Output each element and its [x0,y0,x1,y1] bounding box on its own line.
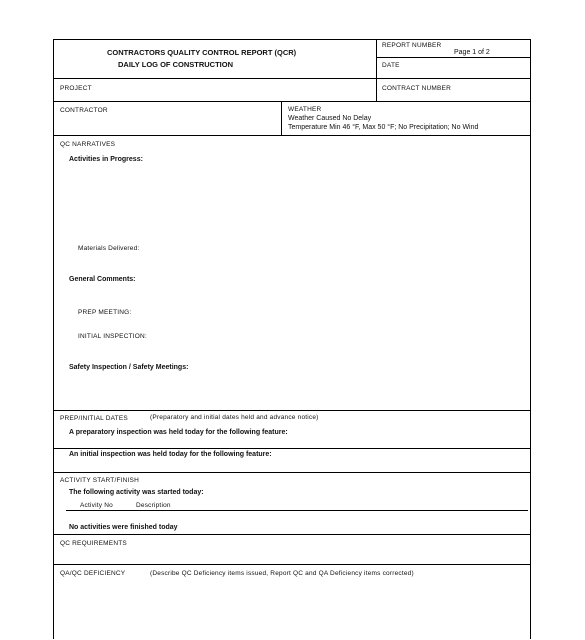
requirements-bottom-line [54,564,530,565]
preparatory-inspection-line: A preparatory inspection was held today for the following feature: [69,429,288,436]
prep-bottom-line [54,472,530,473]
page-indicator: Page 1 of 2 [454,49,490,56]
activity-no-column: Activity No [80,502,113,509]
contract-number-label: CONTRACT NUMBER [382,85,451,92]
header-bottom-line [54,78,530,79]
prep-divider-line [54,448,530,449]
contractor-divider [281,101,282,135]
safety-label: Safety Inspection / Safety Meetings: [69,364,189,371]
qc-narratives-heading: QC NARRATIVES [60,141,116,148]
weather-delay: Weather Caused No Delay [288,115,372,122]
activity-heading: ACTIVITY START/FINISH [60,477,139,484]
activity-finished-line: No activities were finished today [69,524,178,531]
narratives-bottom-line [54,410,530,411]
general-comments-label: General Comments: [69,276,136,283]
contractor-label: CONTRACTOR [60,107,108,114]
activities-in-progress-label: Activities in Progress: [69,156,143,163]
report-subtitle: DAILY LOG OF CONSTRUCTION [118,60,234,69]
activity-bottom-line [54,534,530,535]
deficiency-note: (Describe QC Deficiency items issued, Report QC and QA Deficiency items corrected) [150,570,414,577]
activity-started-line: The following activity was started today: [69,489,204,496]
report-title: CONTRACTORS QUALITY CONTROL REPORT (QCR) [107,48,297,57]
qc-requirements-heading: QC REQUIREMENTS [60,540,127,547]
project-bottom-line [54,101,530,102]
initial-inspection-line: An initial inspection was held today for the following feature: [69,451,272,458]
prep-meeting-label: PREP MEETING: [78,309,132,316]
prep-initial-heading: PREP/INITIAL DATES [60,415,128,422]
weather-conditions: Temperature Min 46 °F, Max 50 °F; No Precipitation; No Wind [288,124,479,131]
contractor-bottom-line [54,135,530,136]
date-top-line [376,57,530,58]
qcr-form [53,39,531,639]
description-column: Description [136,502,171,509]
date-label: DATE [382,62,400,69]
materials-delivered-label: Materials Delivered: [78,245,140,252]
initial-inspection-label: INITIAL INSPECTION: [78,333,147,340]
report-number-label: REPORT NUMBER [382,42,442,49]
prep-initial-note: (Preparatory and initial dates held and advance notice) [150,414,319,421]
deficiency-heading: QA/QC DEFICIENCY [60,570,126,577]
header-divider [376,40,377,102]
weather-label: WEATHER [288,106,322,113]
project-label: PROJECT [60,85,92,92]
activity-table-line [66,510,528,511]
